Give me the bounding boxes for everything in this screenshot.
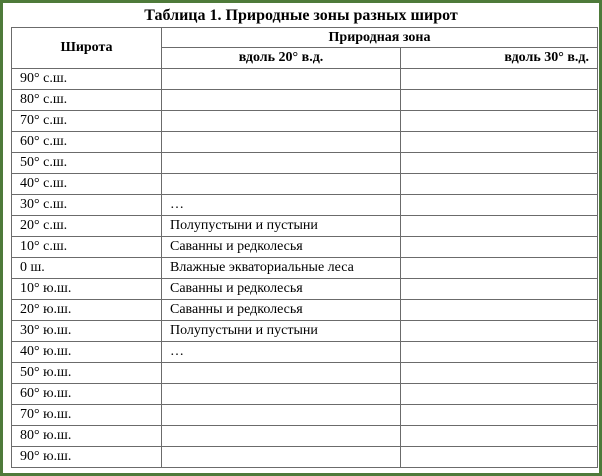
latitude-cell: 40° с.ш. bbox=[12, 174, 162, 195]
natural-zones-table bbox=[11, 27, 598, 468]
table-title: Таблица 1. Природные зоны разных широт bbox=[144, 7, 458, 24]
latitude-cell: 30° с.ш. bbox=[12, 195, 162, 216]
latitude-cell: 80° ю.ш. bbox=[12, 426, 162, 447]
zone-20e-cell: … bbox=[162, 342, 401, 363]
table-row bbox=[12, 90, 598, 111]
latitude-cell: 90° с.ш. bbox=[12, 69, 162, 90]
latitude-cell: 50° ю.ш. bbox=[12, 363, 162, 384]
zone-20e-cell: Саванны и редколесья bbox=[162, 237, 401, 258]
latitude-cell: 50° с.ш. bbox=[12, 153, 162, 174]
table-row bbox=[12, 384, 598, 405]
latitude-header: Широта bbox=[12, 28, 162, 69]
latitude-cell: 30° ю.ш. bbox=[12, 321, 162, 342]
zone-20e-cell bbox=[162, 174, 401, 195]
latitude-cell: 20° ю.ш. bbox=[12, 300, 162, 321]
column-30e-header: вдоль 30° в.д. bbox=[401, 48, 598, 69]
latitude-cell: 60° с.ш. bbox=[12, 132, 162, 153]
zone-30e-cell bbox=[401, 69, 598, 90]
table-row bbox=[12, 363, 598, 384]
latitude-cell: 40° ю.ш. bbox=[12, 342, 162, 363]
zone-30e-cell bbox=[401, 300, 598, 321]
zone-20e-cell bbox=[162, 153, 401, 174]
table-row bbox=[12, 195, 598, 216]
column-20e-header: вдоль 20° в.д. bbox=[162, 48, 401, 69]
table-row bbox=[12, 279, 598, 300]
zone-20e-cell bbox=[162, 111, 401, 132]
zone-30e-cell bbox=[401, 132, 598, 153]
zone-30e-cell bbox=[401, 447, 598, 468]
zone-30e-cell bbox=[401, 363, 598, 384]
natural-zone-header: Природная зона bbox=[162, 28, 598, 48]
zone-30e-cell bbox=[401, 195, 598, 216]
latitude-cell: 10° ю.ш. bbox=[12, 279, 162, 300]
zone-20e-cell bbox=[162, 384, 401, 405]
zone-30e-cell bbox=[401, 237, 598, 258]
zone-30e-cell bbox=[401, 90, 598, 111]
latitude-cell: 0 ш. bbox=[12, 258, 162, 279]
zone-20e-cell: Полупустыни и пустыни bbox=[162, 216, 401, 237]
zone-30e-cell bbox=[401, 321, 598, 342]
table-row bbox=[12, 132, 598, 153]
table-row bbox=[12, 69, 598, 90]
zone-30e-cell bbox=[401, 153, 598, 174]
zone-20e-cell bbox=[162, 132, 401, 153]
table-row bbox=[12, 342, 598, 363]
zone-20e-cell bbox=[162, 426, 401, 447]
table-row bbox=[12, 237, 598, 258]
table-row bbox=[12, 405, 598, 426]
latitude-cell: 90° ю.ш. bbox=[12, 447, 162, 468]
zone-20e-cell: Влажные экваториальные леса bbox=[162, 258, 401, 279]
table-row bbox=[12, 321, 598, 342]
zone-20e-cell bbox=[162, 363, 401, 384]
zone-30e-cell bbox=[401, 384, 598, 405]
table-row bbox=[12, 153, 598, 174]
zone-30e-cell bbox=[401, 111, 598, 132]
latitude-cell: 20° с.ш. bbox=[12, 216, 162, 237]
zone-30e-cell bbox=[401, 405, 598, 426]
latitude-cell: 70° с.ш. bbox=[12, 111, 162, 132]
zone-30e-cell bbox=[401, 279, 598, 300]
zone-20e-cell: … bbox=[162, 195, 401, 216]
table-row bbox=[12, 258, 598, 279]
latitude-cell: 10° с.ш. bbox=[12, 237, 162, 258]
zone-20e-cell: Саванны и редколесья bbox=[162, 300, 401, 321]
zone-30e-cell bbox=[401, 174, 598, 195]
zone-30e-cell bbox=[401, 426, 598, 447]
table-row bbox=[12, 426, 598, 447]
zone-20e-cell: Саванны и редколесья bbox=[162, 279, 401, 300]
zone-20e-cell bbox=[162, 90, 401, 111]
latitude-cell: 80° с.ш. bbox=[12, 90, 162, 111]
zone-30e-cell bbox=[401, 342, 598, 363]
zone-20e-cell bbox=[162, 447, 401, 468]
latitude-cell: 60° ю.ш. bbox=[12, 384, 162, 405]
table-row bbox=[12, 300, 598, 321]
zone-20e-cell bbox=[162, 69, 401, 90]
table-row bbox=[12, 447, 598, 468]
table-row bbox=[12, 174, 598, 195]
zone-30e-cell bbox=[401, 216, 598, 237]
zone-20e-cell bbox=[162, 405, 401, 426]
table-body bbox=[12, 69, 598, 468]
table-row bbox=[12, 111, 598, 132]
zone-30e-cell bbox=[401, 258, 598, 279]
latitude-cell: 70° ю.ш. bbox=[12, 405, 162, 426]
zone-20e-cell: Полупустыни и пустыни bbox=[162, 321, 401, 342]
table-row bbox=[12, 216, 598, 237]
